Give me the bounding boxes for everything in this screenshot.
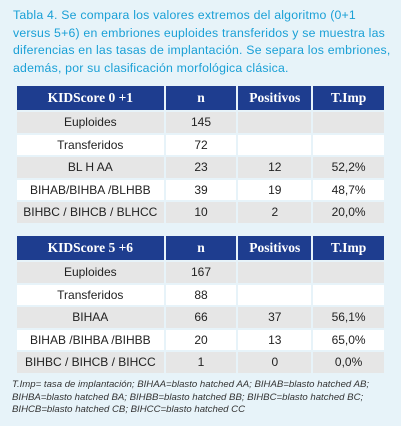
table-row <box>17 285 384 306</box>
table-row <box>17 262 384 283</box>
cell-n: 1 <box>166 352 237 373</box>
row-label: Euploides <box>17 262 164 283</box>
cell-n: 66 <box>166 307 237 328</box>
table-row <box>17 352 384 373</box>
table-row <box>17 135 384 156</box>
col-header-timp: T.Imp <box>313 86 384 110</box>
cell-timp: 48,7% <box>313 180 384 201</box>
table-row <box>17 330 384 351</box>
cell-timp <box>313 262 384 283</box>
cell-n: 39 <box>166 180 237 201</box>
row-label: BIHAB /BIHBA /BIHBB <box>17 330 164 351</box>
col-header-positivos: Positivos <box>238 86 311 110</box>
row-label: BL H AA <box>17 157 164 178</box>
cell-positivos <box>238 285 311 306</box>
table-header-row <box>17 236 384 260</box>
cell-timp <box>313 112 384 133</box>
table-row <box>17 202 384 223</box>
cell-positivos: 0 <box>238 352 311 373</box>
cell-n: 23 <box>166 157 237 178</box>
col-header-positivos: Positivos <box>238 236 311 260</box>
table-footnote: T.Imp= tasa de implantación; BIHAA=blasto hatched AA; BIHAB=blasto hatched AB; BIHBA=blasto hatched BA; BIHBB=blasto hatched BB; BIHBC=blasto hatched BC; BIHCB=blasto hatched CB; BIHCC=blasto hatched CC <box>12 379 370 416</box>
table-row <box>17 307 384 328</box>
cell-positivos: 19 <box>238 180 311 201</box>
cell-timp: 20,0% <box>313 202 384 223</box>
table-row <box>17 180 384 201</box>
row-label: Euploides <box>17 112 164 133</box>
table-header-row <box>17 86 384 110</box>
cell-positivos <box>238 262 311 283</box>
row-label: BIHBC / BIHCB / BIHCC <box>17 352 164 373</box>
col-header-n: n <box>166 236 237 260</box>
cell-positivos <box>238 112 311 133</box>
col-header-n: n <box>166 86 237 110</box>
row-label: BIHAA <box>17 307 164 328</box>
cell-timp <box>313 135 384 156</box>
cell-positivos <box>238 135 311 156</box>
cell-n: 145 <box>166 112 237 133</box>
table-row <box>17 112 384 133</box>
col-header-kidscore: KIDScore 5 +6 <box>17 236 164 260</box>
cell-n: 72 <box>166 135 237 156</box>
cell-n: 10 <box>166 202 237 223</box>
cell-n: 88 <box>166 285 237 306</box>
cell-positivos: 12 <box>238 157 311 178</box>
kidscore-0-1-table <box>15 84 386 225</box>
cell-timp: 56,1% <box>313 307 384 328</box>
cell-timp: 0,0% <box>313 352 384 373</box>
cell-timp <box>313 285 384 306</box>
row-label: Transferidos <box>17 285 164 306</box>
col-header-timp: T.Imp <box>313 236 384 260</box>
cell-n: 20 <box>166 330 237 351</box>
table-caption: Tabla 4. Se compara los valores extremos del algoritmo (0+1 versus 5+6) en embriones euploides transferidos y se muestra las diferencias en las tasas de implantación. Se separa los embriones, además, por su clasificación morfológica clásica. <box>13 8 391 75</box>
row-label: BIHAB/BIHBA /BLHBB <box>17 180 164 201</box>
col-header-kidscore: KIDScore 0 +1 <box>17 86 164 110</box>
table-row <box>17 157 384 178</box>
row-label: BIHBC / BIHCB / BLHCC <box>17 202 164 223</box>
cell-positivos: 2 <box>238 202 311 223</box>
cell-timp: 52,2% <box>313 157 384 178</box>
kidscore-5-6-table <box>15 234 386 375</box>
cell-n: 167 <box>166 262 237 283</box>
cell-positivos: 13 <box>238 330 311 351</box>
row-label: Transferidos <box>17 135 164 156</box>
cell-positivos: 37 <box>238 307 311 328</box>
cell-timp: 65,0% <box>313 330 384 351</box>
